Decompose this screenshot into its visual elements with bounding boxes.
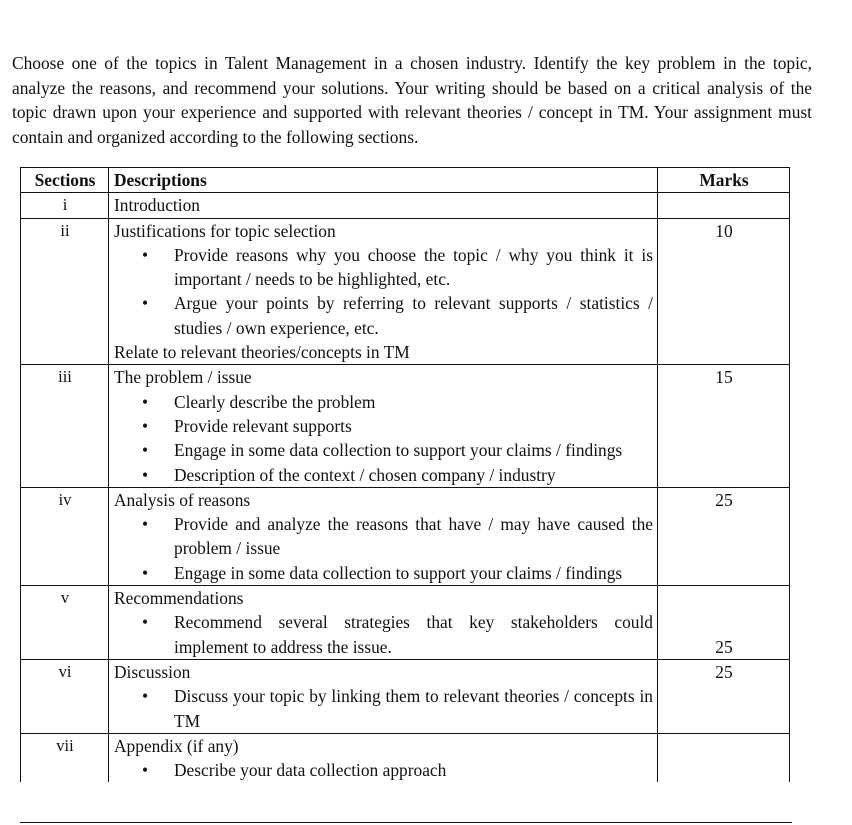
bullet-list [114, 512, 653, 585]
table-row [21, 586, 790, 660]
section-number: vi [21, 659, 109, 733]
header-sections: Sections [21, 168, 109, 193]
assignment-instructions: Choose one of the topics in Talent Management in a chosen industry. Identify the key problem in the topic, analyze the reasons, and recommend your solutions. Your writing should be based on a critical analysis of the topic drawn upon your experience and supported with relevant theories / concept in TM. Your assignment must contain and organized according to the following sections. [12, 53, 812, 147]
section-marks: 25 [658, 659, 790, 733]
section-number: iv [21, 487, 109, 585]
section-number: vii [21, 733, 109, 782]
list-item: • Discuss your topic by linking them to relevant theories / concepts in TM [174, 684, 653, 733]
list-item: • Provide and analyze the reasons that have / may have caused the problem / issue [174, 512, 653, 561]
section-title: The problem / issue [114, 367, 252, 388]
section-description [109, 659, 658, 733]
header-descriptions: Descriptions [109, 168, 658, 193]
list-item: • Provide reasons why you choose the topic / why you think it is important / needs to be highlighted, etc. [174, 243, 653, 292]
section-title: Recommendations [114, 588, 244, 609]
list-item: • Clearly describe the problem [174, 390, 653, 414]
table-row [21, 659, 790, 733]
section-title: Justifications for topic selection [114, 220, 336, 241]
section-description [109, 586, 658, 660]
section-description [109, 733, 658, 782]
section-number: ii [21, 218, 109, 365]
section-description [109, 365, 658, 487]
section-title: Introduction [114, 195, 200, 216]
list-item: • Describe your data collection approach [174, 758, 653, 782]
table-row [21, 733, 790, 782]
table-row [21, 365, 790, 487]
section-marks-cell [658, 586, 790, 660]
section-number: i [21, 193, 109, 218]
list-item: • Description of the context / chosen company / industry [174, 463, 653, 487]
section-marks: 25 [715, 636, 733, 657]
list-item: • Provide relevant supports [174, 414, 653, 438]
section-marks: 25 [658, 487, 790, 585]
section-title: Discussion [114, 661, 191, 682]
section-marks [658, 733, 790, 782]
section-description [109, 487, 658, 585]
table-row [21, 193, 790, 218]
bullet-list [114, 758, 653, 782]
section-description [109, 218, 658, 365]
section-description [109, 193, 658, 218]
section-title: Analysis of reasons [114, 489, 251, 510]
list-item: • Recommend several strategies that key stakeholders could implement to address the issue. [174, 610, 653, 659]
bullet-list [114, 390, 653, 487]
section-marks [658, 193, 790, 218]
table-header-row [21, 168, 790, 193]
table-bottom-border [20, 822, 792, 823]
section-number: iii [21, 365, 109, 487]
list-item: • Engage in some data collection to support your claims / findings [174, 438, 653, 462]
list-item: • Argue your points by referring to relevant supports / statistics / studies / own experience, etc. [174, 291, 653, 340]
section-marks: 15 [658, 365, 790, 487]
section-note: Relate to relevant theories/concepts in TM [114, 342, 410, 363]
header-marks: Marks [658, 168, 790, 193]
table-row [21, 218, 790, 365]
section-number: v [21, 586, 109, 660]
list-item: • Engage in some data collection to support your claims / findings [174, 561, 653, 585]
section-marks: 10 [658, 218, 790, 365]
bullet-list [114, 684, 653, 733]
sections-table [20, 167, 790, 782]
section-title: Appendix (if any) [114, 735, 239, 756]
bullet-list [114, 610, 653, 659]
table-row [21, 487, 790, 585]
bullet-list [114, 243, 653, 340]
